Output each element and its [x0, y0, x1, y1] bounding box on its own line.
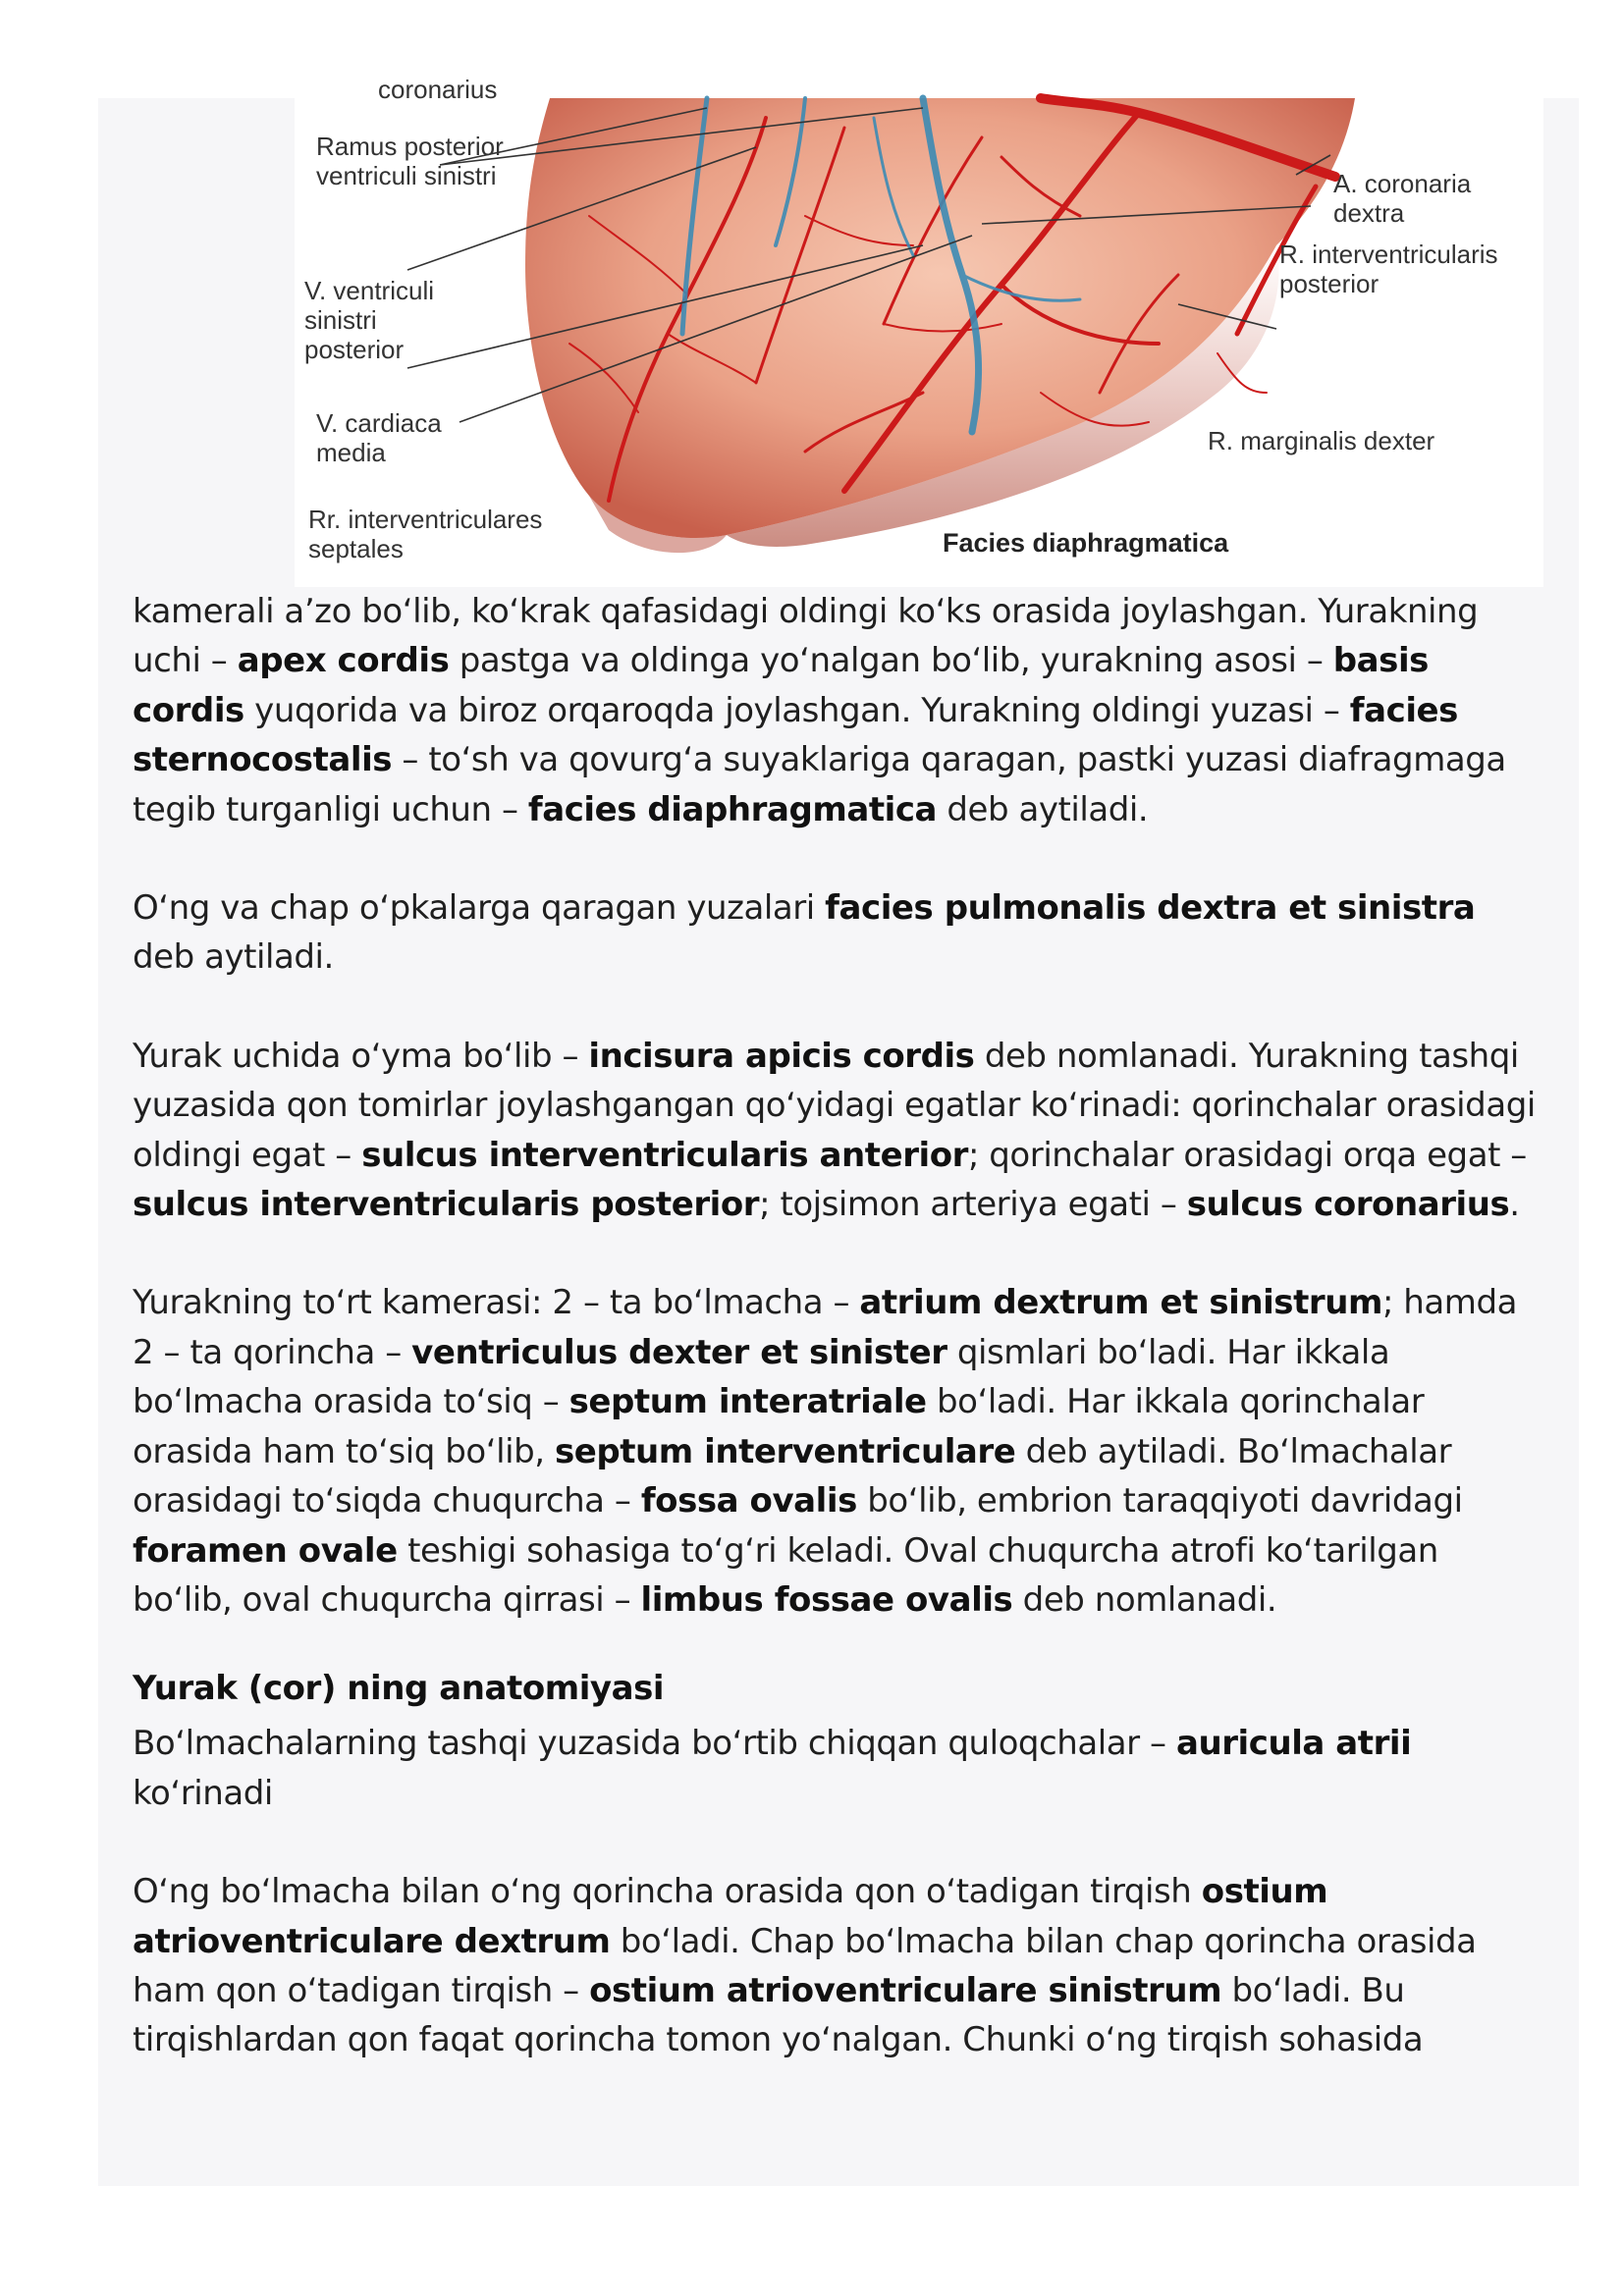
- paragraph: [133, 1719, 1546, 1818]
- term-bold: ostium atrioventriculare sinistrum: [589, 1970, 1222, 2010]
- text-run: teshigi sohasiga to‘g‘ri keladi. Oval chuqurcha atrofi ko‘tarilgan bo‘lib, oval chuqurcha qirrasi –: [133, 1530, 1438, 1620]
- text-run: kamerali a’zo bo‘lib, ko‘krak qafasidagi oldingi ko‘ks orasida joylashgan. Yurakning uchi –: [133, 592, 1479, 681]
- label-r-interventricularis-2: posterior: [1279, 269, 1380, 298]
- paragraph: [133, 587, 1546, 834]
- label-rr-interventriculares-1: Rr. interventriculares: [308, 505, 543, 534]
- heart-illustration: [295, 75, 1543, 587]
- label-top-cut: coronarius: [378, 75, 498, 104]
- section-heading: Yurak (cor) ning anatomiyasi: [133, 1669, 665, 1709]
- paragraph: [133, 1032, 1546, 1230]
- text-run: O‘ng bo‘lmacha bilan o‘ng qorincha orasida qon o‘tadigan tirqish: [133, 1872, 1202, 1912]
- paragraph-group-after: [133, 1719, 1546, 2064]
- term-bold: sulcus interventricularis posterior: [133, 1185, 760, 1225]
- label-v-ventriculi-2: sinistri: [304, 305, 377, 335]
- label-facies-diaphragmatica: Facies diaphragmatica: [943, 528, 1229, 558]
- term-bold: sulcus coronarius: [1186, 1185, 1510, 1225]
- text-run: pastga va oldinga yo‘nalgan bo‘lib, yurakning asosi –: [449, 641, 1333, 681]
- text-run: Yurakning to‘rt kamerasi: 2 – ta bo‘lmacha –: [133, 1283, 860, 1323]
- label-ramus-posterior-2: ventriculi sinistri: [316, 161, 497, 190]
- term-bold: incisura apicis cordis: [588, 1036, 975, 1076]
- text-run: ; tojsimon arteriya egati –: [759, 1185, 1187, 1225]
- term-bold: ventriculus dexter et sinister: [411, 1332, 947, 1372]
- term-bold: septum interatriale: [568, 1382, 927, 1422]
- text-run: deb aytiladi.: [937, 789, 1149, 829]
- term-bold: facies pulmonalis dextra et sinistra: [825, 888, 1476, 929]
- text-run: Bo‘lmachalarning tashqi yuzasida bo‘rtib chiqqan quloqchalar –: [133, 1724, 1176, 1764]
- term-bold: auricula atrii: [1175, 1724, 1412, 1764]
- label-v-cardiaca-2: media: [316, 438, 386, 467]
- paragraph: [133, 1867, 1546, 2065]
- text-run: yuqorida va biroz orqaroqda joylashgan. Yurakning oldingi yuzasi –: [243, 690, 1350, 730]
- term-bold: facies diaphragmatica: [527, 789, 938, 829]
- text-run: qismlari bo‘ladi. Har ikkala bo‘lmacha orasida to‘siq –: [133, 1332, 1390, 1422]
- article-content: [133, 587, 1546, 2065]
- term-bold: limbus fossae ovalis: [640, 1579, 1013, 1620]
- paragraph: [133, 883, 1546, 983]
- text-run: deb aytiladi. Bo‘lmachalar orasidagi to‘siqda chuqurcha –: [133, 1431, 1452, 1522]
- label-ramus-posterior-1: Ramus posterior: [316, 132, 504, 161]
- paragraph: [133, 1278, 1546, 1625]
- text-run: bo‘ladi. Har ikkala qorinchalar orasida ham to‘siq bo‘lib,: [133, 1382, 1425, 1471]
- text-run: ; hamda 2 – ta qorincha –: [133, 1283, 1517, 1372]
- text-run: .: [1509, 1185, 1520, 1225]
- text-run: deb nomlanadi.: [1012, 1579, 1277, 1620]
- text-run: deb nomlanadi. Yurakning tashqi yuzasida qon tomirlar joylashgangan qo‘yidagi egatlar ko‘rinadi: qorinchalar orasidagi oldingi egat –: [133, 1036, 1536, 1175]
- label-rr-interventriculares-2: septales: [308, 534, 404, 563]
- term-bold: basis cordis: [133, 641, 1429, 730]
- text-run: O‘ng va chap o‘pkalarga qaragan yuzalari: [133, 888, 826, 929]
- text-run: bo‘ladi. Chap bo‘lmacha bilan chap qorincha orasida ham qon o‘tadigan tirqish –: [133, 1921, 1477, 2010]
- text-run: – to‘sh va qovurg‘a suyaklariga qaragan, pastki yuzasi diafragmaga tegib turganligi uchun –: [133, 740, 1506, 829]
- term-bold: apex cordis: [237, 641, 450, 681]
- text-run: ; qorinchalar orasidagi orqa egat –: [967, 1135, 1527, 1175]
- term-bold: sulcus interventricularis anterior: [361, 1135, 968, 1175]
- label-v-ventriculi-3: posterior: [304, 335, 405, 364]
- term-bold: septum interventriculare: [554, 1431, 1016, 1471]
- label-v-cardiaca-1: V. cardiaca: [316, 408, 442, 438]
- term-bold: ostium atrioventriculare dextrum: [133, 1872, 1328, 1961]
- paragraph-group-before: [133, 587, 1546, 1625]
- text-run: deb aytiladi.: [133, 937, 334, 978]
- text-run: bo‘lib, embrion taraqqiyoti davridagi: [856, 1481, 1463, 1522]
- text-run: bo‘ladi. Bu tirqishlardan qon faqat qorincha tomon yo‘nalgan. Chunki o‘ng tirqish sohasida: [133, 1970, 1424, 2060]
- text-run: ko‘rinadi: [133, 1773, 273, 1813]
- text-run: Yurak uchida o‘yma bo‘lib –: [133, 1036, 589, 1076]
- label-r-marginalis: R. marginalis dexter: [1208, 426, 1435, 455]
- label-r-interventricularis-1: R. interventricularis: [1279, 240, 1498, 269]
- term-bold: foramen ovale: [133, 1530, 398, 1571]
- label-v-ventriculi-1: V. ventriculi: [304, 276, 434, 305]
- label-a-coronaria-1: A. coronaria: [1333, 169, 1472, 198]
- term-bold: atrium dextrum et sinistrum: [859, 1283, 1382, 1323]
- term-bold: fossa ovalis: [640, 1481, 857, 1522]
- term-bold: facies sternocostalis: [133, 690, 1458, 780]
- label-a-coronaria-2: dextra: [1333, 198, 1405, 228]
